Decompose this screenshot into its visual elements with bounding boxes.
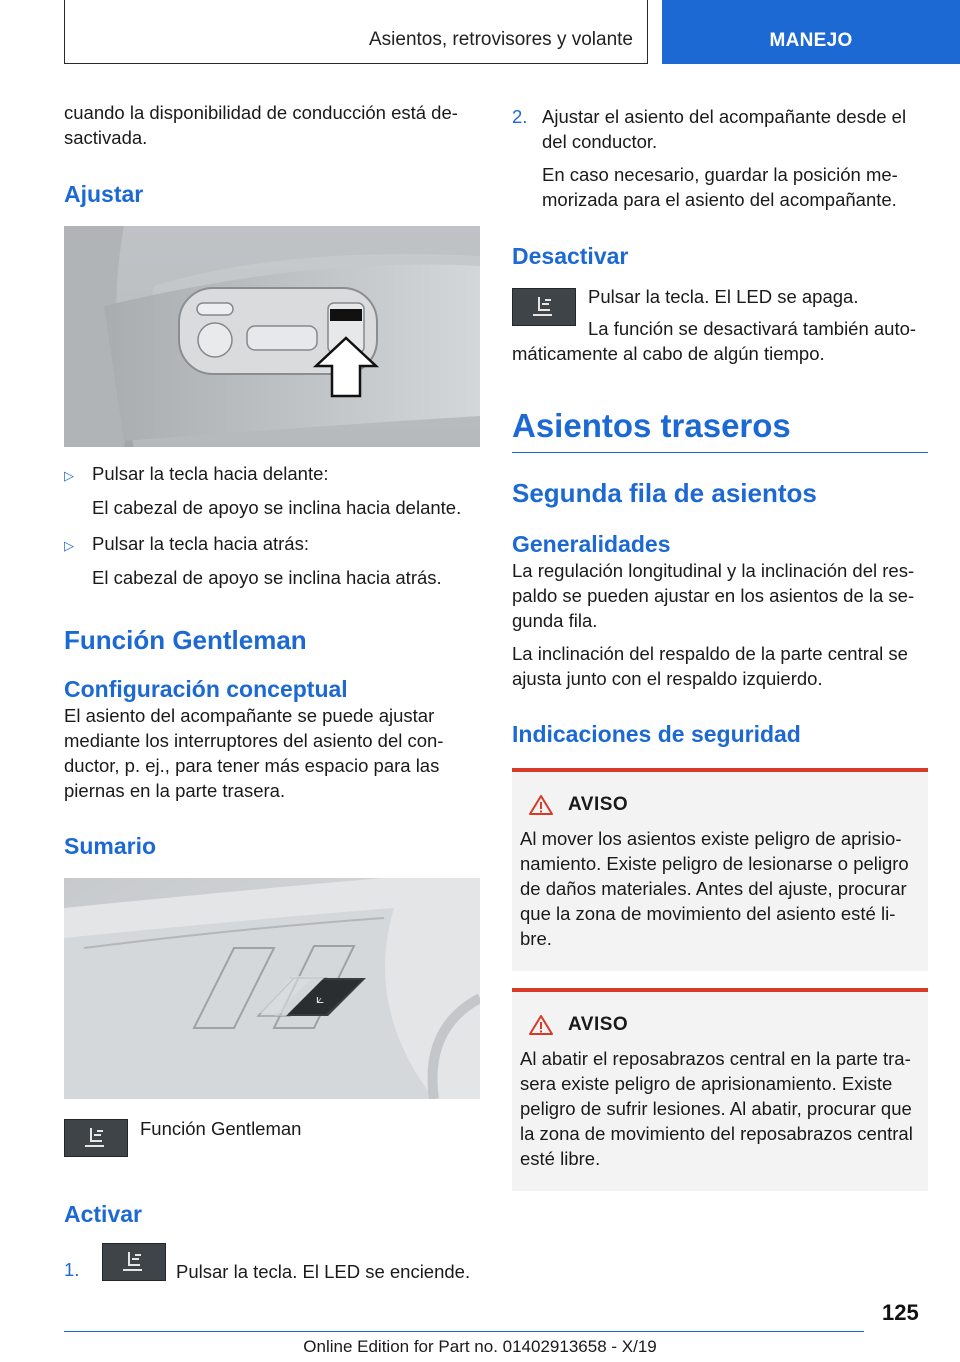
warning-triangle-icon — [528, 1014, 554, 1036]
bullet-list — [64, 461, 480, 590]
config-heading: Configuración conceptual — [64, 676, 348, 702]
edition-text: Online Edition for Part no. 01402913658 - X/19 — [303, 1337, 657, 1356]
left-column — [64, 100, 480, 1281]
edition-footer — [0, 1337, 960, 1357]
svg-text:⟀: ⟀ — [316, 991, 325, 1007]
gentleman-icon-row — [64, 1119, 480, 1157]
warning-title — [520, 794, 920, 816]
warning-label: AVISO — [568, 794, 629, 815]
step-1 — [64, 1243, 480, 1281]
warning-text: Al mover los asientos existe peligro de aprisio-namiento. Existe peligro de lesionarse o peligro de daños materiales. Antes del ajuste, procurar que la zona de movimiento del asiento esté li-bre. — [520, 828, 909, 949]
right-column — [512, 104, 928, 1191]
desactivar-block — [512, 284, 928, 366]
list-item-detail: El cabezal de apoyo se inclina hacia delante. — [92, 497, 462, 518]
gentleman-switch-photo — [64, 878, 480, 1099]
step-2-note: En caso necesario, guardar la posición me-morizada para el asiento del acompañante. — [542, 164, 898, 210]
desactivar-heading: Desactivar — [512, 243, 629, 269]
step-2-text: Ajustar el asiento del acompañante desde el del conductor. — [542, 106, 907, 152]
step-number: 1. — [64, 1259, 80, 1280]
general-heading: Generalidades — [512, 531, 671, 557]
activar-heading: Activar — [64, 1201, 142, 1227]
list-item-detail: El cabezal de apoyo se inclina hacia atrás. — [92, 567, 442, 588]
general-text-1: La regulación longitudinal y la inclinación del res-paldo se pueden ajustar en los asientos de la se-gunda fila. — [512, 560, 915, 631]
triangle-bullet-icon: ▷ — [64, 538, 74, 553]
warning-box — [512, 768, 928, 971]
ajustar-heading: Ajustar — [64, 181, 144, 207]
warning-text: Al abatir el reposabrazos central en la parte tra-sera existe peligro de aprisionamiento. Existe peligro de sufrir lesiones. Al abatir, procurar que la zona de movimiento del reposabrazos central esté libre. — [520, 1048, 913, 1169]
header-chapter-tab — [662, 0, 960, 64]
sumario-heading: Sumario — [64, 833, 157, 859]
desactivar-line-2: La función se desactivará también auto-máticamente al cabo de algún tiempo. — [512, 318, 917, 364]
warning-box — [512, 988, 928, 1191]
header-section-title: Asientos, retrovisores y volante — [368, 29, 633, 50]
headrest-switch-photo — [64, 226, 480, 447]
warning-triangle-icon — [528, 794, 554, 816]
safety-heading: Indicaciones de seguridad — [512, 721, 801, 747]
intro-text: cuando la disponibilidad de conducción está de-sactivada. — [64, 102, 458, 148]
page-number: 125 — [882, 1300, 919, 1325]
config-text: El asiento del acompañante se puede ajustar mediante los interruptores del asiento del con-ductor, p. ej., para tener más espacio para las piernas en la parte trasera. — [64, 705, 444, 801]
list-item: ▷ Pulsar la tecla hacia atrás: — [64, 531, 480, 558]
footer-divider — [64, 1331, 864, 1332]
header-chapter-label: MANEJO — [769, 30, 853, 51]
step-2 — [512, 104, 928, 154]
gentleman-button-icon — [512, 288, 576, 326]
warning-title — [520, 1014, 920, 1036]
triangle-bullet-icon: ▷ — [64, 468, 74, 483]
second-row-heading: Segunda fila de asientos — [512, 478, 817, 508]
rear-heading-block — [512, 406, 928, 453]
general-text-2: La inclinación del respaldo de la parte central se ajusta junto con el respaldo izquierdo. — [512, 643, 908, 689]
step-1-text: Pulsar la tecla. El LED se enciende. — [176, 1261, 471, 1282]
list-item: ▷ Pulsar la tecla hacia delante: — [64, 461, 480, 488]
rear-seats-heading: Asientos traseros — [512, 407, 791, 444]
gentleman-button-icon — [64, 1119, 128, 1157]
step-number: 2. — [512, 106, 528, 127]
gentleman-heading: Función Gentleman — [64, 625, 307, 655]
icon-caption: Función Gentleman — [140, 1118, 302, 1139]
gentleman-button-icon — [102, 1243, 166, 1281]
desactivar-line-1: Pulsar la tecla. El LED se apaga. — [588, 286, 859, 307]
warning-label: AVISO — [568, 1014, 629, 1035]
header-section-box — [64, 0, 648, 64]
